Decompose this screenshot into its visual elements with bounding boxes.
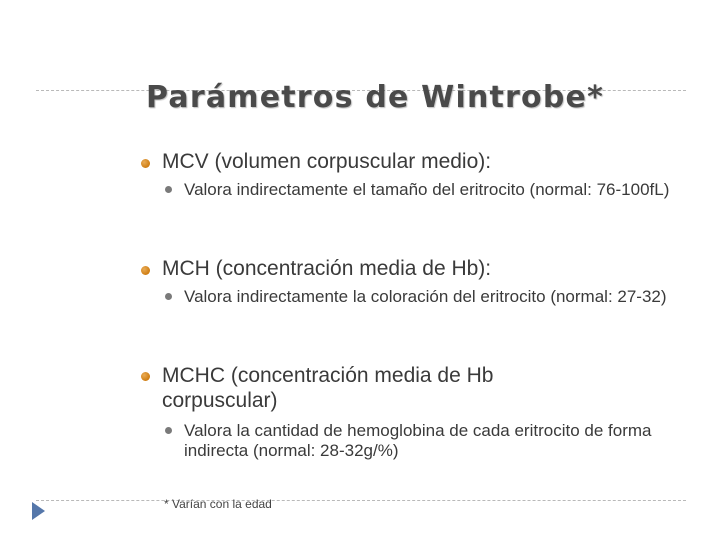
item-mchc-description: Valora la cantidad de hemoglobina de cada eritrocito de forma indirecta (normal: 28-32g/%): [184, 421, 652, 460]
footnote: * Varían con la edad: [164, 497, 272, 511]
bullet-icon: [141, 159, 150, 168]
item-mch-label: MCH (concentración media de Hb):: [162, 257, 492, 280]
sub-bullet-icon: [165, 427, 172, 434]
item-mchc-label: MCHC (concentración media de Hb corpuscular): [162, 364, 494, 412]
item-mcv-description: Valora indirectamente el tamaño del eritrocito (normal: 76-100fL): [184, 180, 670, 199]
sub-bullet-icon: [165, 293, 172, 300]
slide-title: Parámetros de Wintrobe*: [146, 80, 604, 115]
bullet-icon: [141, 266, 150, 275]
next-slide-arrow-icon[interactable]: [32, 502, 45, 520]
item-mcv-label: MCV (volumen corpuscular medio):: [162, 150, 492, 173]
bottom-divider: [36, 500, 686, 501]
sub-bullet-icon: [165, 186, 172, 193]
item-mch-description: Valora indirectamente la coloración del eritrocito (normal: 27-32): [184, 287, 667, 306]
bullet-icon: [141, 372, 150, 381]
